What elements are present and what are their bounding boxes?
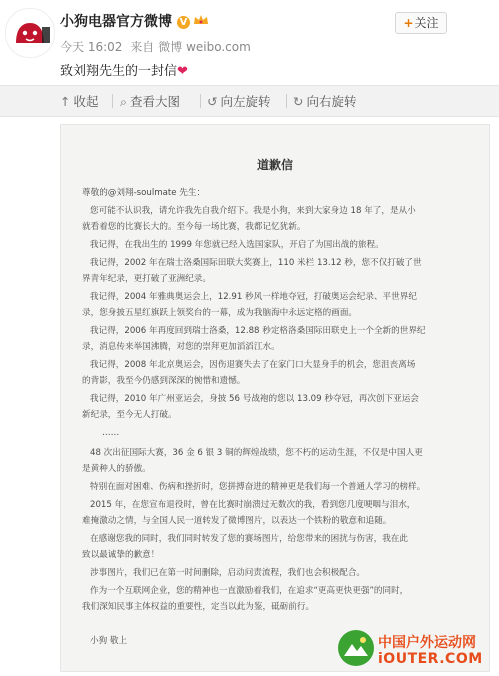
collect-button[interactable] (60, 92, 99, 110)
watermark (338, 630, 496, 674)
letter-line: 我记得，2010 年广州亚运会，身披 56 号战袍的您以 13.09 秒夺冠，再次创下亚运会 (90, 394, 419, 404)
arrow-up-icon: ↑ (60, 94, 71, 109)
letter-line: 48 次出征国际大赛，36 金 6 银 3 铜的辉煌战绩，您不朽的运动生涯，不仅是中国人更 (90, 448, 423, 458)
letter-title: 道歉信 (256, 158, 293, 172)
outdoor-logo-icon (338, 630, 374, 666)
letter-image[interactable] (60, 124, 490, 672)
letter-signature: 小狗 敬上 (90, 636, 128, 646)
rotate-left-button[interactable] (207, 92, 271, 110)
letter-line: 就看着您的比赛长大的。至今每一场比赛，我都记忆犹新。 (82, 222, 306, 232)
letter-line: 您可能不认识我，请允许我先自我介绍下。我是小狗，来到大家身边 18 年了，是从小 (90, 206, 416, 216)
rotate-left-icon: ↺ (207, 94, 218, 109)
post-meta (60, 38, 255, 55)
letter-line: 难掩激动之情，与全国人民一道转发了微博图片，以表达一个铁粉的敬意和追随。 (82, 516, 392, 526)
view-large-label: 查看大图 (130, 94, 181, 109)
image-toolbar (0, 85, 499, 117)
post-text-content: 致刘翔先生的一封信 (60, 64, 178, 79)
letter-line: 我们深知民事主体权益的重要性，定当以此为鉴，砥砺前行。 (82, 602, 315, 612)
letter-line: 尊敬的@刘翔-soulmate 先生： (82, 188, 206, 198)
post-time[interactable]: 今天 16:02 (60, 40, 123, 54)
letter-line: 新纪录，至今无人打破。 (82, 410, 177, 420)
watermark-line1: 中国户外运动网 (378, 635, 476, 651)
letter-line: 录，您身披五星红旗跃上领奖台的一幕，成为我脑海中永远定格的画面。 (82, 308, 358, 318)
letter-line: 在感谢您我的同时，我们同时转发了您的赛场图片，给您带来的困扰与伤害，我在此 (90, 534, 408, 544)
verified-icon: V (177, 16, 190, 29)
letter-line: 我记得，在我出生的 1999 年您就已经入选国家队，开启了为国出战的旅程。 (90, 240, 384, 250)
letter-line: 我记得，2006 年再度回到瑞士洛桑，12.88 秒定格洛桑国际田联史上一个全新的世界纪 (90, 326, 426, 336)
watermark-line2: iOUTER.COM (378, 651, 483, 667)
letter-line: 特别在面对困难、伤病和挫折时，您拼搏奋进的精神更是我们每一个普通人学习的榜样。 (90, 482, 426, 492)
rotate-right-icon: ↻ (293, 94, 304, 109)
post-header (0, 0, 499, 88)
letter-line: 致以最诚挚的歉意！ (82, 550, 160, 560)
follow-label: 关注 (414, 16, 439, 30)
mountain-icon (338, 630, 374, 666)
letter-line: 界青年纪录，更打破了亚洲纪录。 (82, 274, 211, 284)
letter-line: 作为一个互联网企业，您的精神也一直激励着我们，在追求“更高更快更强”的同时， (90, 586, 409, 596)
divider (112, 94, 113, 108)
account-name-text: 小狗电器官方微博 (60, 14, 172, 30)
letter-line: 我记得，2002 年在瑞士洛桑国际田联大奖赛上，110 米栏 13.12 秒，您不仅打破了世 (90, 258, 422, 268)
letter-line: 2015 年，在您宣布退役时，曾在比赛时崩溃过无数次的我，看到您几度哽咽与泪水， (90, 500, 416, 510)
divider (200, 94, 201, 108)
view-large-button[interactable] (120, 92, 180, 110)
letter-line: 我记得，2008 年北京奥运会，因伤退赛失去了在家门口大显身手的机会，您沮丧离场 (90, 360, 416, 370)
letter-line: 是黄种人的骄傲。 (82, 464, 151, 474)
member-crown-icon (193, 14, 209, 26)
source-prefix: 来自 (130, 40, 155, 54)
plus-icon: + (403, 16, 414, 30)
account-name[interactable] (60, 11, 209, 31)
letter-line: 我记得，2004 年雅典奥运会上，12.91 秒风一样地夺冠，打破奥运会纪录、平世界纪 (90, 292, 417, 302)
letter-line: 涉事图片，我们已在第一时间删除，启动问责流程，我们也会积极配合。 (90, 568, 366, 578)
post-text (60, 60, 188, 79)
divider (286, 94, 287, 108)
puppy-logo-icon (6, 9, 54, 57)
heart-icon: ❤ (177, 64, 188, 79)
post-source[interactable]: 微博 weibo.com (158, 40, 251, 54)
collect-label: 收起 (73, 94, 99, 109)
rotate-right-label: 向右旋转 (306, 94, 357, 109)
rotate-left-label: 向左旋转 (220, 94, 271, 109)
rotate-right-button[interactable] (293, 92, 357, 110)
letter-line: 的背影，我至今仍感到深深的惋惜和遗憾。 (82, 376, 246, 386)
magnifier-icon: ⌕ (120, 94, 128, 109)
follow-button[interactable] (395, 12, 447, 34)
letter-line: 录，消息传来举国沸腾，对您的崇拜更加滔滔江水。 (82, 342, 280, 352)
letter-line: …… (102, 428, 120, 438)
avatar[interactable] (5, 8, 55, 58)
